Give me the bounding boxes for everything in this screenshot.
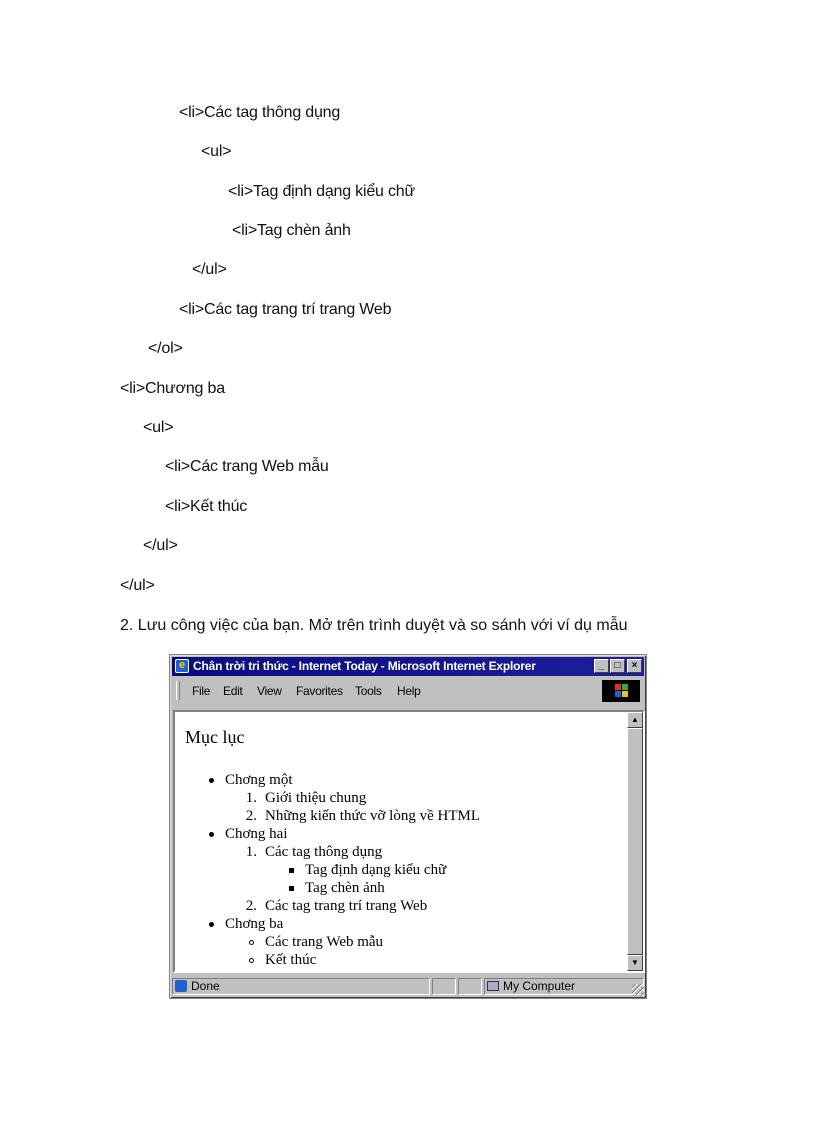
code-line: <ul>	[143, 419, 174, 436]
toc-item: Chơng một	[225, 772, 293, 788]
page-done-icon	[175, 980, 187, 992]
code-line: <li>Kết thúc	[165, 498, 248, 515]
toc-item: Các trang Web mẫu	[265, 934, 384, 950]
code-line: <li>Các tag thông dụng	[179, 104, 341, 121]
page-heading: Mục lục	[185, 727, 245, 747]
code-line: </ul>	[120, 577, 155, 594]
list-number: 1.	[245, 790, 257, 806]
window-title: Chân trời tri thức - Internet Today - Microsoft Internet Explorer	[193, 659, 536, 673]
menu-file[interactable]: File	[192, 684, 211, 698]
vertical-scrollbar[interactable]	[627, 712, 643, 971]
code-line: <ul>	[201, 143, 232, 160]
menu-edit[interactable]: Edit	[223, 684, 243, 698]
list-number: 2.	[245, 898, 257, 914]
toc-item: Tag định dạng kiểu chữ	[305, 862, 447, 878]
status-text: Done	[191, 979, 220, 993]
menu-view[interactable]: View	[257, 684, 282, 698]
zone-cell	[484, 978, 644, 995]
code-line: <li>Các tag trang trí trang Web	[179, 301, 392, 318]
menu-help[interactable]: Help	[397, 684, 421, 698]
computer-icon	[487, 981, 499, 991]
minimize-button[interactable]: _	[594, 659, 609, 673]
code-line: <li>Tag định dạng kiểu chữ	[228, 183, 415, 200]
list-number: 1.	[245, 844, 257, 860]
windows-logo-icon	[602, 680, 640, 702]
scroll-thumb[interactable]	[627, 728, 643, 955]
status-text-cell	[172, 978, 430, 995]
toc-item: Chơng ba	[225, 916, 284, 932]
resize-grip-icon[interactable]	[632, 984, 644, 996]
bullet-disc	[209, 778, 214, 783]
code-line: </ul>	[192, 261, 227, 278]
code-line: <li>Tag chèn ảnh	[232, 222, 351, 239]
bullet-circle	[249, 940, 254, 945]
maximize-button[interactable]: □	[610, 659, 625, 673]
menu-bar	[172, 678, 644, 704]
toc-item: Chơng hai	[225, 826, 288, 842]
scroll-up-icon[interactable]: ▲	[627, 712, 643, 728]
toc-item: Các tag trang trí trang Web	[265, 898, 428, 914]
zone-text: My Computer	[503, 979, 576, 993]
bullet-circle	[249, 958, 254, 963]
toc-item: Tag chèn ảnh	[305, 880, 385, 896]
code-line: <li>Chương ba	[120, 380, 225, 397]
bullet-disc	[209, 832, 214, 837]
bullet-square	[289, 868, 294, 873]
toc-item: Kết thúc	[265, 952, 317, 968]
toc-item: Các tag thông dụng	[265, 844, 383, 860]
ie-logo-icon: e	[175, 659, 189, 673]
bullet-disc	[209, 922, 214, 927]
page-viewport	[173, 710, 645, 973]
code-line: </ol>	[148, 340, 183, 357]
menu-tools[interactable]: Tools	[355, 684, 382, 698]
status-bar	[172, 977, 644, 996]
page-content	[175, 712, 627, 971]
status-cell	[432, 978, 456, 995]
browser-window	[169, 654, 647, 999]
bullet-square	[289, 886, 294, 891]
title-bar[interactable]	[172, 657, 644, 676]
code-line: <li>Các trang Web mẫu	[165, 458, 329, 475]
status-cell	[458, 978, 482, 995]
code-line: </ul>	[143, 537, 178, 554]
toc-item: Những kiến thức vỡ lòng về HTML	[265, 808, 480, 824]
close-button[interactable]: ×	[627, 659, 642, 673]
menu-favorites[interactable]: Favorites	[296, 684, 343, 698]
toolbar-grip[interactable]	[176, 681, 180, 700]
toc-item: Giới thiệu chung	[265, 790, 367, 806]
scroll-down-icon[interactable]: ▼	[627, 955, 643, 971]
instruction-text: 2. Lưu công việc của bạn. Mở trên trình duyệt và so sánh với ví dụ mẫu	[120, 617, 628, 634]
list-number: 2.	[245, 808, 257, 824]
